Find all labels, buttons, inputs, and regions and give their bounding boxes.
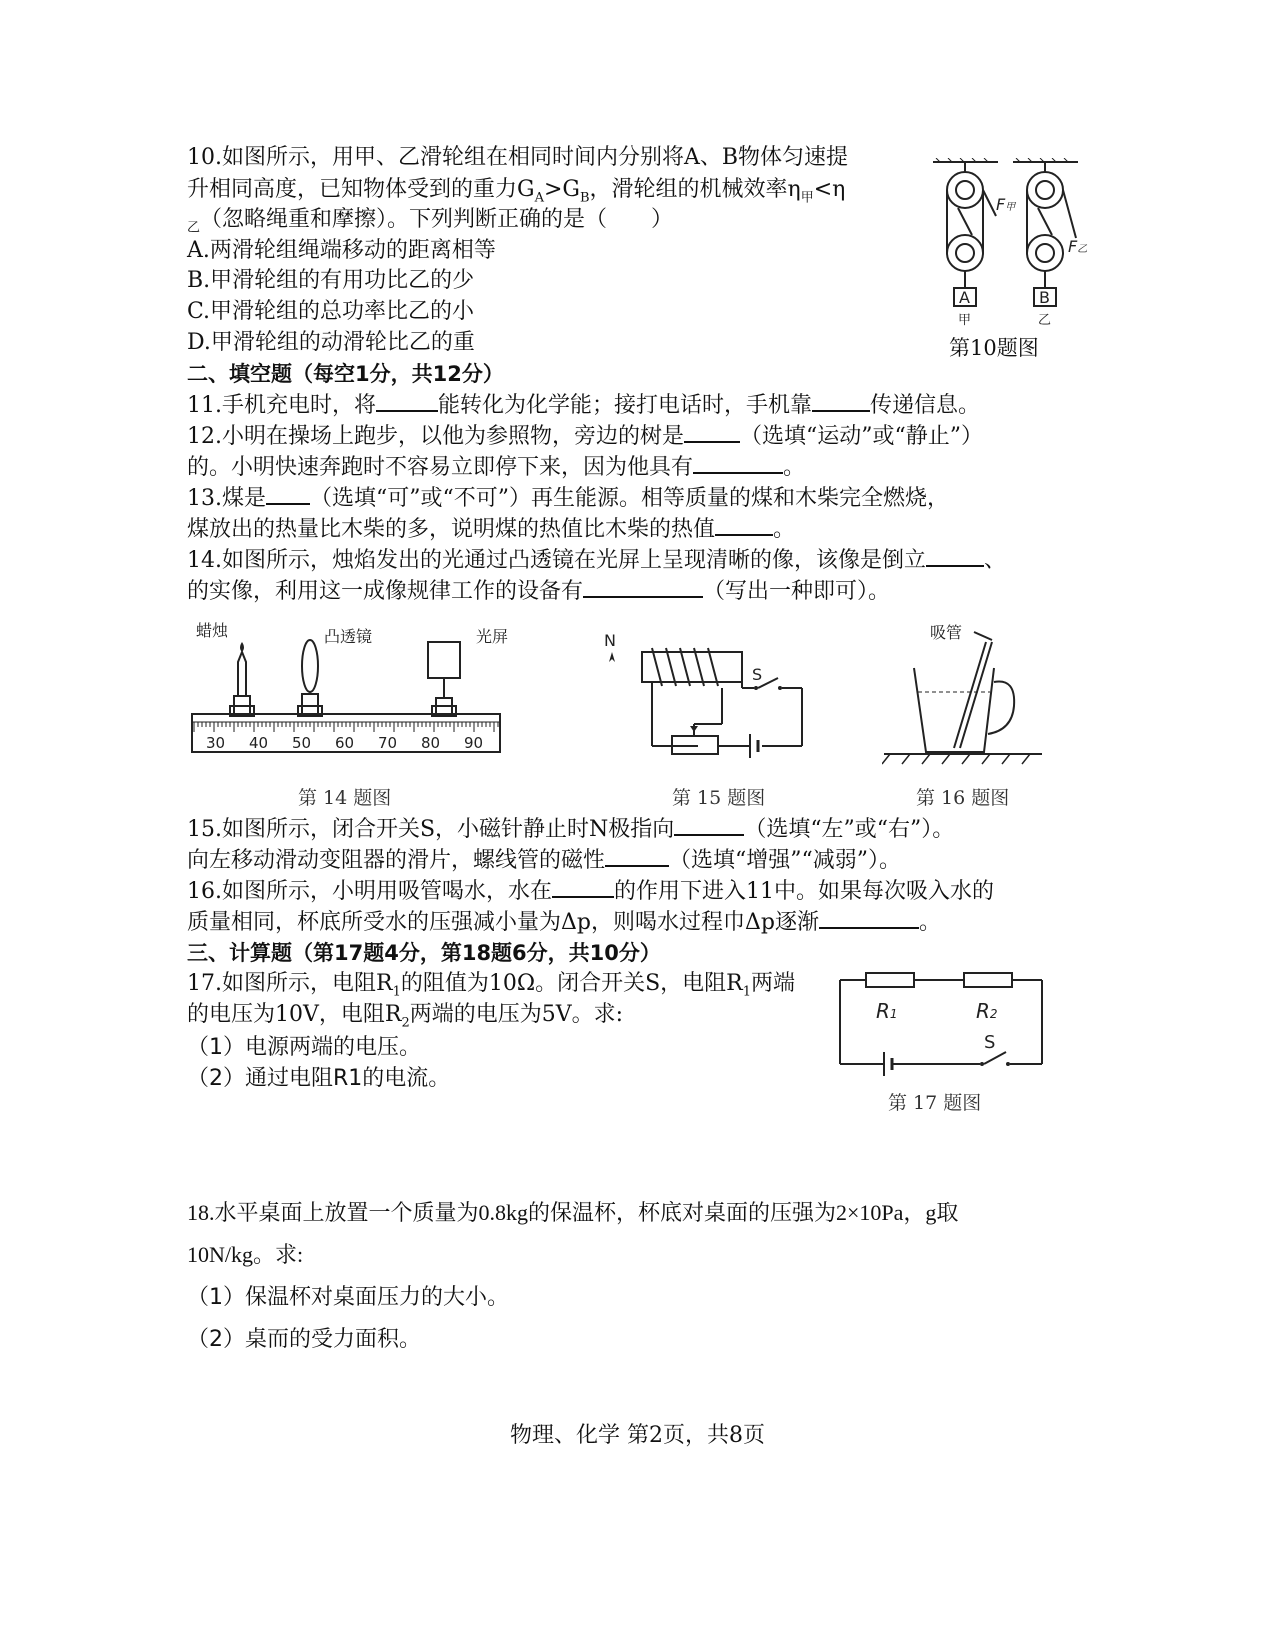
- fig14-caption: 第 14 题图: [298, 787, 392, 809]
- fig14-tick-label: 50: [292, 734, 312, 752]
- q11-blank-1[interactable]: [376, 390, 438, 412]
- fig14-tick-label: 80: [421, 734, 441, 752]
- q14-line2: 的实像，利用这一成像规律工作的设备有 （写出一种即可）。: [187, 576, 890, 607]
- section3-heading: 三、计算题（第17题4分，第18题6分，共10分）: [187, 941, 661, 965]
- q10-option-d: D.甲滑轮组的动滑轮比乙的重: [187, 330, 475, 355]
- fig15-caption: 第 15 题图: [672, 787, 766, 809]
- q18-sub2: （2）桌而的受力面积。: [187, 1327, 421, 1352]
- fig16-caption: 第 16 题图: [916, 787, 1010, 809]
- fig16-label-straw: 吸管: [930, 623, 963, 642]
- fig10-caption: 第10题图: [949, 336, 1039, 360]
- q17-line2: 的电压为10V，电阻$R_2$两端的电压为5V。求:: [187, 1002, 624, 1031]
- page-footer: 物理、化学 第2页，共8页: [510, 1423, 765, 1448]
- fig17-label-r1: R1: [876, 999, 898, 1023]
- q14-blank-2[interactable]: [583, 576, 703, 598]
- q15-blank-2[interactable]: [605, 845, 669, 867]
- fig15-solenoid-circuit: [602, 628, 832, 778]
- q12-blank-1[interactable]: [684, 421, 740, 443]
- q13-line2: 煤放出的热量比木柴的多，说明煤的热值比木柴的热值 。: [187, 514, 795, 545]
- q10-option-a: A.两滑轮组绳端移动的距离相等: [187, 238, 496, 263]
- q14-blank-1[interactable]: [926, 545, 984, 567]
- fig16-cup-straw: [882, 620, 1052, 770]
- q10-line3: $_乙$（忽略绳重和摩擦）。下列判断正确的是（ ）: [187, 207, 674, 236]
- fig14-tick-label: 40: [249, 734, 269, 752]
- q12-blank-2[interactable]: [693, 452, 783, 474]
- q17-sub2: （2）通过电阻R1的电流。: [187, 1066, 451, 1091]
- q16-line2: 质量相同，杯底所受水的压强减小量为Δp，则喝水过程巾Δp逐渐 。: [187, 907, 941, 938]
- fig17-caption: 第 17 题图: [888, 1092, 982, 1114]
- fig10-label-b: B: [1039, 288, 1050, 307]
- q10-option-c: C.甲滑轮组的总功率比乙的小: [187, 299, 475, 324]
- q13-blank-2[interactable]: [715, 514, 773, 536]
- fig14-tick-label: 90: [464, 734, 484, 752]
- q18-line2: 10N/kg。求:: [187, 1242, 304, 1267]
- fig14-label-candle: 蜡烛: [196, 622, 229, 640]
- q15-line2: 向左移动滑动变阻器的滑片，螺线管的磁性 （选填“增强”“减弱”）。: [187, 845, 901, 876]
- fig15-label-n: N: [604, 631, 616, 650]
- q12-line2: 的。小明快速奔跑时不容易立即停下来，因为他具有 。: [187, 452, 805, 483]
- q10-option-b: B.甲滑轮组的有用功比乙的少: [187, 268, 475, 293]
- q15-blank-1[interactable]: [674, 814, 744, 836]
- q18-sub1: （1）保温杯对桌面压力的大小。: [187, 1285, 509, 1310]
- fig10-pulleys: [928, 158, 1088, 328]
- q16-line1: 16.如图所示，小明用吸管喝水，水在 的作用下进入11中。如果每次吸入水的: [187, 876, 994, 907]
- fig14-tick-label: 30: [206, 734, 226, 752]
- fig14-optical-bench: [190, 622, 510, 772]
- section2-heading: 二、填空题（每空1分，共12分）: [187, 362, 504, 386]
- q11-text: 11.手机充电时，将 能转化为化学能；接打电话时，手机靠 传递信息。: [187, 390, 980, 421]
- q16-blank-1[interactable]: [552, 876, 614, 898]
- fig17-label-s: S: [984, 1032, 996, 1053]
- q14-line1: 14.如图所示，烛焰发出的光通过凸透镜在光屏上呈现清晰的像，该像是倒立 、: [187, 545, 1006, 576]
- q13-blank-1[interactable]: [266, 483, 310, 505]
- q11-blank-2[interactable]: [812, 390, 870, 412]
- fig10-force-jia: F甲: [996, 195, 1016, 214]
- fig17-label-r2: R2: [976, 999, 998, 1023]
- fig10-label-jia: 甲: [958, 313, 972, 328]
- q18-line1: 18.水平桌面上放置一个质量为0.8kg的保温杯，杯底对桌面的压强为2×10Pa，g取: [187, 1200, 959, 1225]
- q17-line1: 17.如图所示，电阻$R_1$的阻值为10Ω。闭合开关S，电阻$R_1$两端: [187, 971, 796, 1000]
- fig14-label-screen: 光屏: [476, 627, 509, 646]
- fig10-label-yi: 乙: [1038, 313, 1052, 328]
- q17-sub1: （1）电源两端的电压。: [187, 1035, 421, 1060]
- q13-line1: 13.煤是 （选填“可”或“不可”）再生能源。相等质量的煤和木柴完全燃烧，: [187, 483, 949, 514]
- q10-line1: 10.如图所示，用甲、乙滑轮组在相同时间内分别将A、B物体匀速提: [187, 145, 849, 170]
- q15-line1: 15.如图所示，闭合开关S，小磁针静止时N极指向 （选填“左”或“右”）。: [187, 814, 954, 845]
- fig17-series-circuit: [836, 968, 1056, 1078]
- q12-line1: 12.小明在操场上跑步，以他为参照物，旁边的树是 （选填“运动”或“静止”）: [187, 421, 983, 452]
- fig10-label-a: A: [959, 288, 970, 307]
- fig14-tick-label: 60: [335, 734, 355, 752]
- fig14-tick-label: 70: [378, 734, 398, 752]
- fig15-label-s: S: [752, 665, 763, 684]
- fig10-force-yi: F乙: [1068, 237, 1088, 256]
- q10-line2: 升相同高度，已知物体受到的重力$G_A>G_B$，滑轮组的机械效率$\eta_甲<\eta$: [187, 177, 846, 206]
- fig15-compass-needle-icon: [609, 652, 615, 662]
- q16-blank-2[interactable]: [819, 907, 919, 929]
- fig14-label-lens: 凸透镜: [324, 627, 373, 646]
